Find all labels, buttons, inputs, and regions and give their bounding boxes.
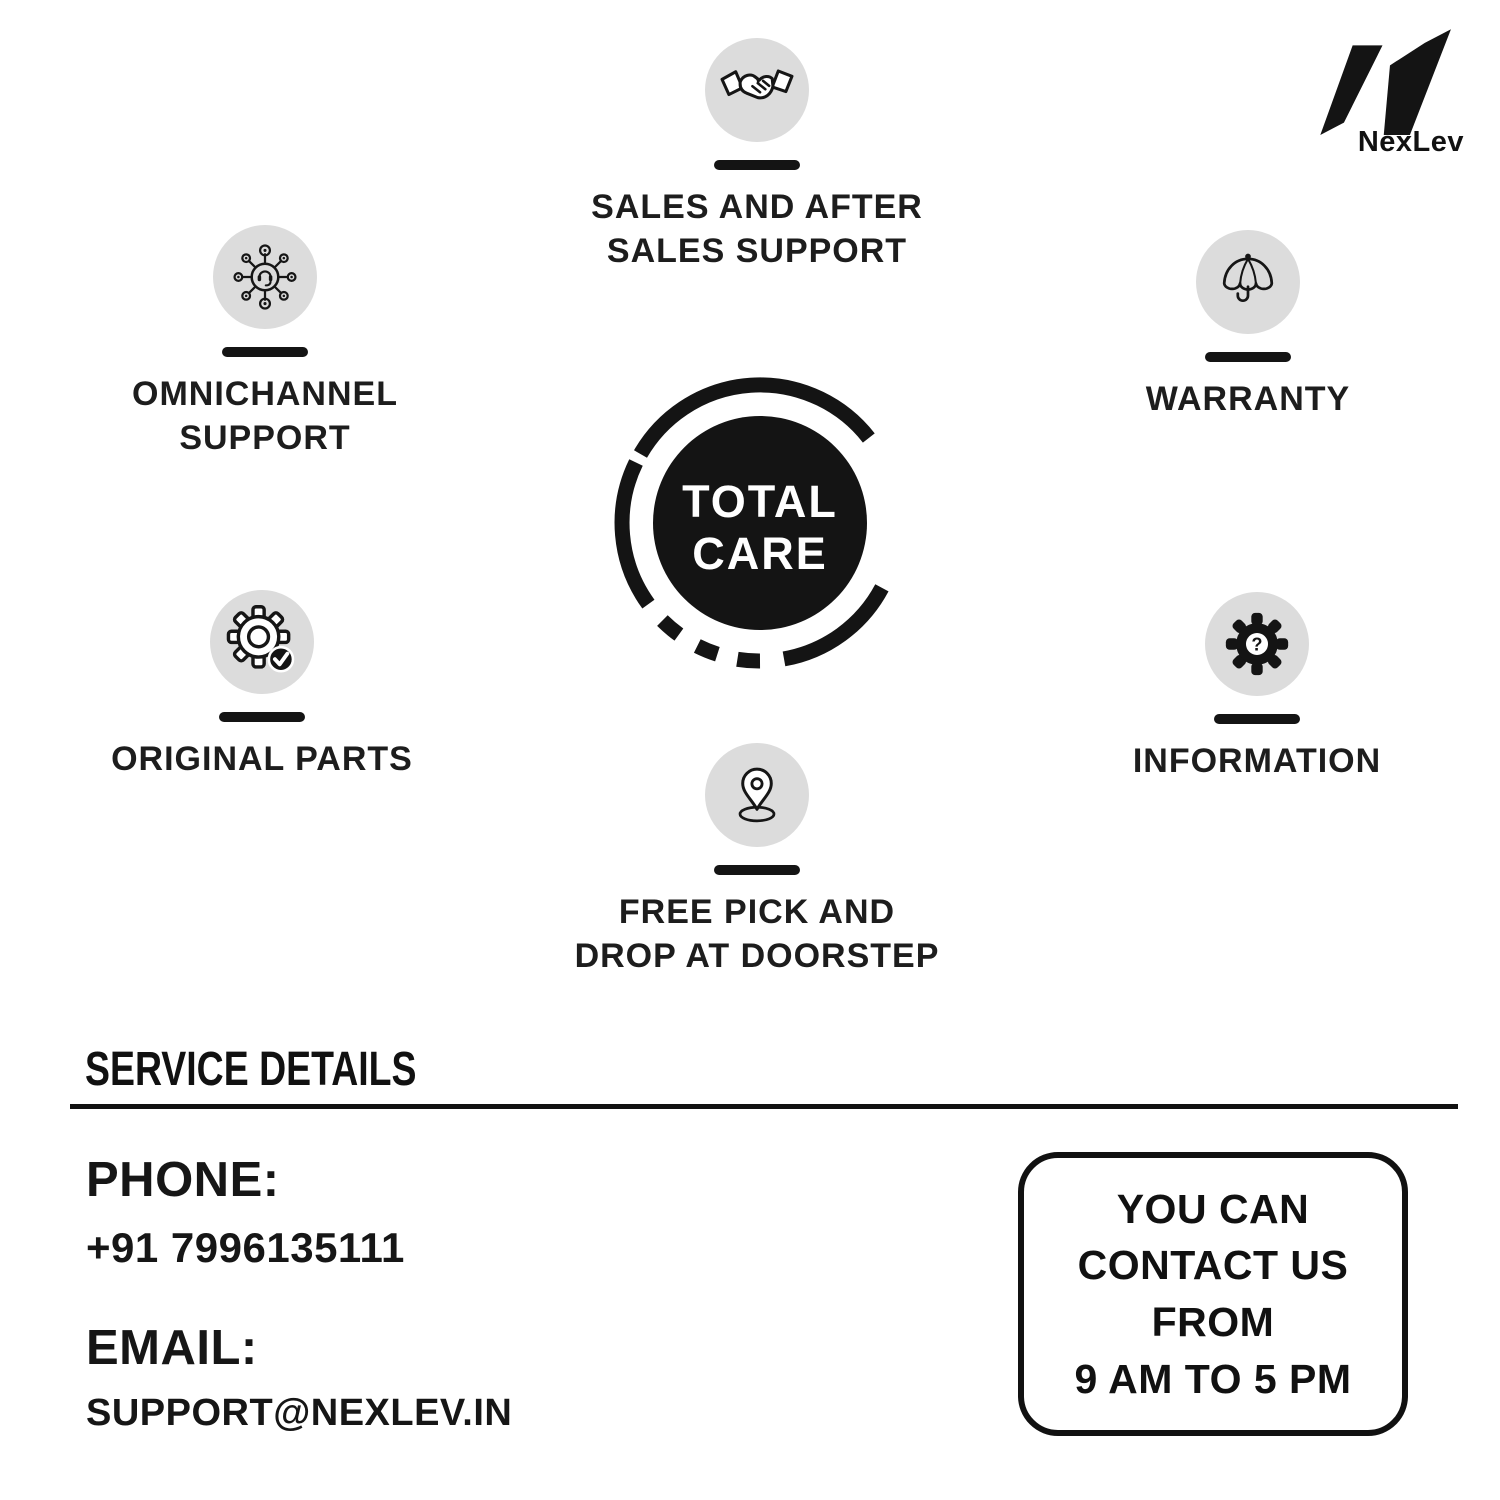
feature-sales-support — [537, 38, 977, 273]
feature-label-line1: INFORMATION — [1132, 742, 1382, 780]
service-details-divider — [70, 1104, 1458, 1109]
contact-hours-line3: FROM — [1151, 1299, 1275, 1345]
emblem-line2: CARE — [692, 528, 828, 579]
omnichannel-headset-icon — [230, 242, 300, 312]
contact-hours-line4: 9 AM TO 5 PM — [1074, 1355, 1352, 1402]
divider-bar — [222, 347, 308, 357]
feature-information — [1037, 592, 1477, 784]
emblem-line1: TOTAL — [682, 476, 838, 527]
gear-question-icon — [1219, 606, 1295, 682]
brand-logo — [1300, 28, 1470, 159]
feature-label-line1: SALES AND AFTER — [591, 188, 923, 226]
feature-label-line1: FREE PICK AND — [618, 893, 896, 931]
divider-bar — [1214, 714, 1300, 724]
feature-free-pick-drop — [537, 743, 977, 978]
divider-bar — [714, 865, 800, 875]
total-care-badge-icon — [610, 373, 910, 673]
brand-name: NexLev — [1357, 126, 1464, 158]
location-pin-icon — [723, 761, 791, 829]
handshake-icon — [719, 64, 795, 116]
contact-hours-box — [1018, 1152, 1408, 1436]
phone-label: PHONE: — [86, 1153, 280, 1207]
nexlev-mark-icon — [1310, 28, 1460, 140]
feature-original-parts — [42, 590, 482, 782]
contact-hours-line1: YOU CAN — [1116, 1185, 1310, 1232]
feature-label-line2: DROP AT DOORSTEP — [574, 936, 940, 975]
divider-bar — [219, 712, 305, 722]
feature-omnichannel-support — [45, 225, 485, 460]
total-care-emblem — [610, 373, 910, 673]
phone-value: +91 7996135111 — [86, 1224, 405, 1271]
contact-hours-line2: CONTACT US — [1077, 1242, 1349, 1289]
divider-bar — [714, 160, 800, 170]
email-label: EMAIL: — [86, 1321, 258, 1375]
umbrella-icon — [1214, 248, 1282, 316]
feature-warranty — [1028, 230, 1468, 422]
feature-label-line1: OMNICHANNEL — [132, 375, 398, 413]
email-value: SUPPORT@NEXLEV.IN — [86, 1392, 513, 1434]
feature-label-line1: WARRANTY — [1145, 380, 1351, 418]
question-glyph: ? — [1251, 633, 1263, 655]
gear-check-icon — [219, 599, 305, 685]
feature-label-line2: SUPPORT — [179, 418, 351, 457]
feature-label-line1: ORIGINAL PARTS — [111, 740, 413, 778]
divider-bar — [1205, 352, 1291, 362]
feature-label-line2: SALES SUPPORT — [606, 231, 908, 270]
service-details-heading: SERVICE DETAILS — [85, 1043, 417, 1096]
